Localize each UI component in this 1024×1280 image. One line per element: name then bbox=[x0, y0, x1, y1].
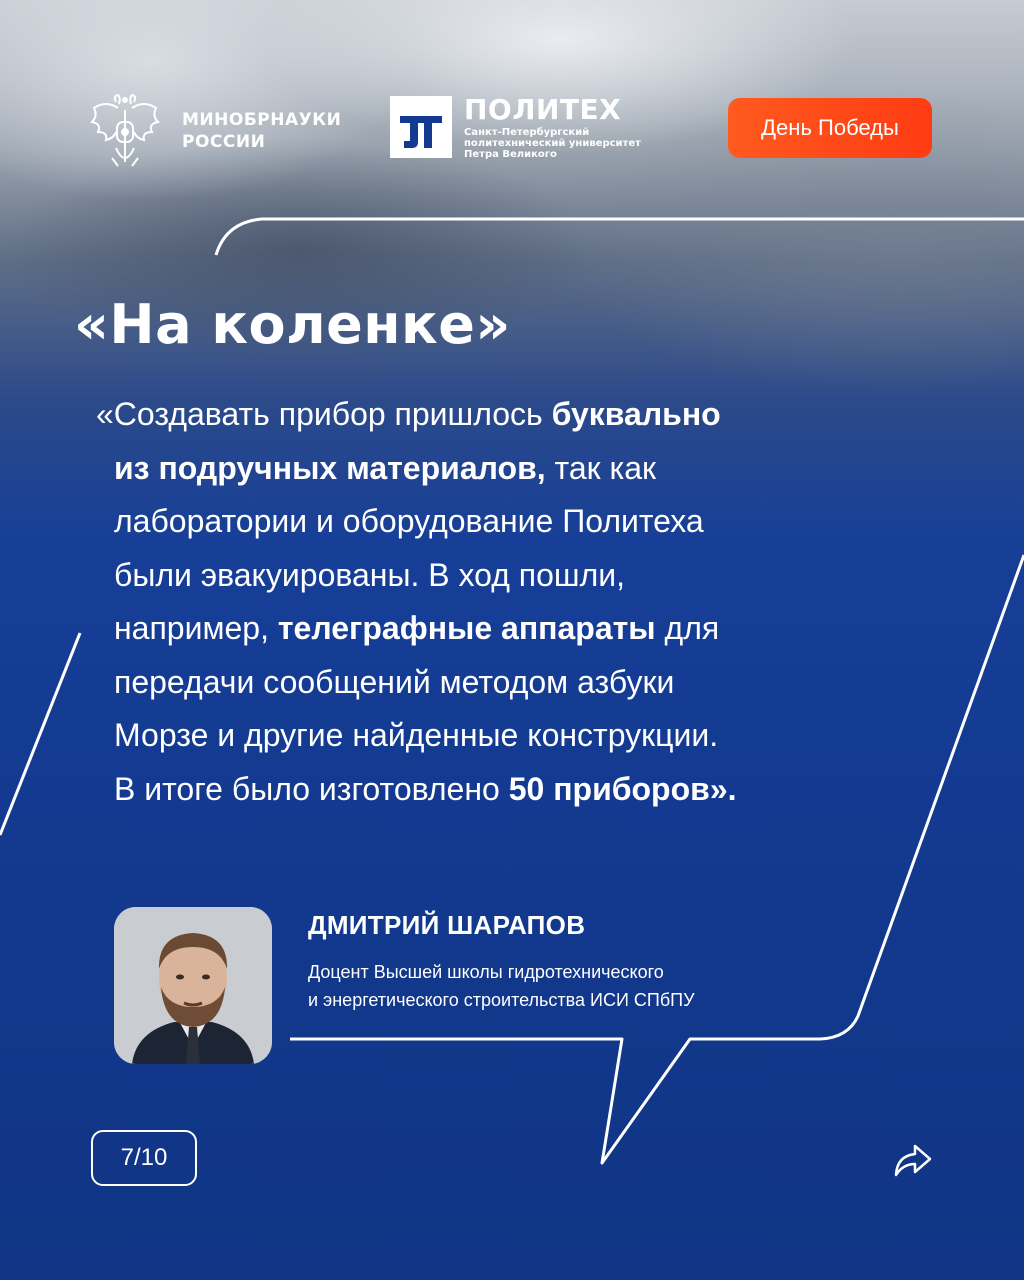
quote-line bbox=[96, 442, 916, 496]
university-text bbox=[464, 93, 641, 160]
author-photo bbox=[114, 907, 272, 1064]
quote-line bbox=[96, 656, 916, 710]
quote-segment: передачи сообщений методом азбуки bbox=[114, 663, 675, 700]
page-title: «На коленке» bbox=[74, 293, 511, 356]
quote-segment: Морзе и другие найденные конструкции. bbox=[114, 717, 719, 753]
quote-emphasis: из подручных материалов, bbox=[114, 449, 546, 486]
ministry-name: МИНОБРНАУКИ РОССИИ bbox=[182, 110, 342, 152]
quote-segment: В итоге было изготовлено bbox=[114, 770, 509, 807]
polytech-pi-icon bbox=[390, 96, 452, 158]
quote-segment: так как bbox=[545, 449, 656, 486]
quote-segment: для bbox=[655, 610, 720, 646]
university-name: ПОЛИТЕХ bbox=[464, 93, 622, 126]
university-subtitle: Санкт-Петербургский политехнический университет Петра Великого bbox=[464, 127, 641, 160]
quote-line bbox=[96, 763, 916, 817]
author-name: ДМИТРИЙ ШАРАПОВ bbox=[308, 910, 586, 940]
university-logo bbox=[390, 93, 641, 160]
page-indicator: 7/10 bbox=[91, 1130, 197, 1186]
header bbox=[0, 0, 1024, 200]
quote-line bbox=[96, 495, 916, 549]
coat-of-arms-icon bbox=[88, 92, 162, 170]
quote-line bbox=[96, 709, 916, 763]
quote-line bbox=[96, 388, 916, 442]
share-arrow-icon[interactable] bbox=[893, 1142, 933, 1178]
quote-emphasis: телеграфные аппараты bbox=[277, 610, 656, 646]
victory-day-badge[interactable]: День Победы bbox=[728, 98, 932, 158]
quote-text bbox=[96, 388, 916, 816]
quote-segment: например, bbox=[114, 610, 278, 646]
quote-emphasis: буквально bbox=[551, 396, 721, 432]
quote-segment: были эвакуированы. В ход пошли, bbox=[114, 556, 626, 593]
quote-line bbox=[96, 549, 916, 603]
quote-line bbox=[96, 602, 916, 656]
ministry-logo bbox=[88, 92, 341, 170]
author-role: Доцент Высшей школы гидротехнического и энергетического строительства ИСИ СПбПУ bbox=[308, 962, 695, 1010]
quote-segment: «Создавать прибор пришлось bbox=[96, 396, 552, 432]
quote-emphasis: 50 приборов». bbox=[508, 770, 737, 807]
quote-segment: лаборатории и оборудование Политеха bbox=[114, 503, 704, 539]
